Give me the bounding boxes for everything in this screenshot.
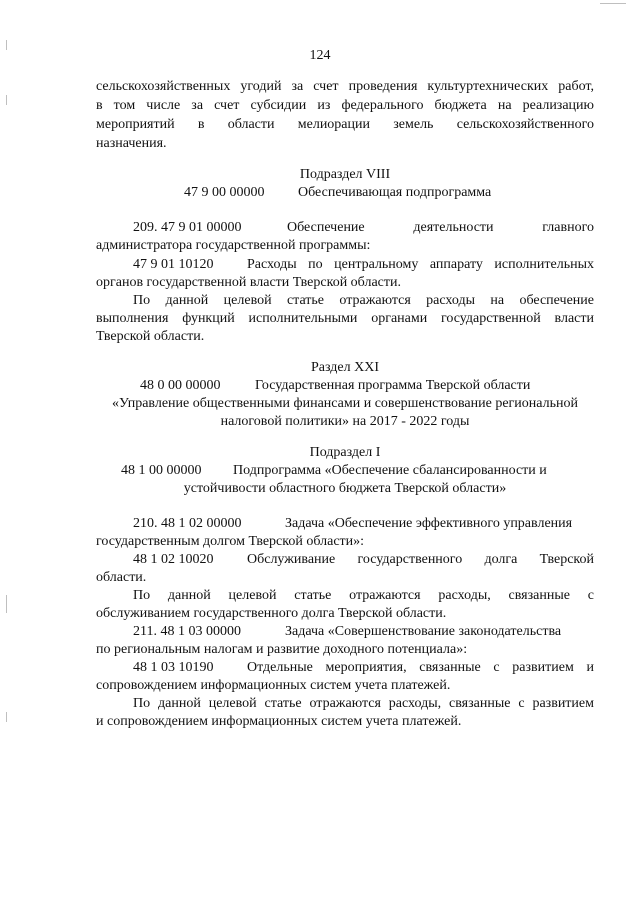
scan-edge-mark [6, 95, 7, 105]
paragraph-line: Тверской области. [96, 329, 205, 344]
scan-edge-mark [600, 3, 626, 4]
paragraph-line: назначения. [96, 136, 167, 151]
item-title: Обеспечение деятельности главного [287, 220, 594, 235]
paragraph-line: выполнения функций исполнительными органами государственной власти [96, 311, 594, 326]
item-title: Задача «Совершенствование законодательства [285, 624, 562, 639]
paragraph-line: По данной целевой статье отражаются расходы на обеспечение [133, 293, 594, 308]
item-number: 210. 48 1 02 00000 [133, 516, 242, 531]
paragraph-line: обслуживанием государственного долга Тверской области. [96, 606, 447, 621]
paragraph-line: в том числе за счет субсидии из федерального бюджета на реализацию [96, 98, 594, 113]
scan-edge-mark [6, 595, 7, 613]
subsection-code: 47 9 00 00000 [184, 185, 265, 200]
subsection-name: устойчивости областного бюджета Тверской области» [183, 481, 507, 496]
item-title: Задача «Обеспечение эффективного управления [285, 516, 573, 531]
subsection-name: Подпрограмма «Обеспечение сбалансированности и [233, 463, 547, 478]
article-code: 48 1 03 10190 [133, 660, 214, 675]
section-name: Государственная программа Тверской области [255, 378, 531, 393]
paragraph-line: и сопровождением информационных систем учета платежей. [96, 714, 462, 729]
section-code: 48 0 00 00000 [140, 378, 221, 393]
item-number: 211. 48 1 03 00000 [133, 624, 241, 639]
scan-edge-mark [6, 712, 7, 722]
paragraph-line: По данной целевой статье отражаются расходы, связанные с [133, 588, 594, 603]
section-title: Раздел XXI [311, 360, 379, 375]
subsection-code: 48 1 00 00000 [121, 463, 202, 478]
subsection-title: Подраздел I [309, 445, 381, 460]
paragraph-line: по региональным налогам и развитие доходного потенциала»: [96, 642, 468, 657]
article-title: Отдельные мероприятия, связанные с развитием и [247, 660, 594, 675]
article-title: Обслуживание государственного долга Тверской [247, 552, 594, 567]
page-number: 124 [309, 48, 331, 63]
paragraph-line: сельскохозяйственных угодий за счет проведения культуртехнических работ, [96, 79, 594, 94]
paragraph-line: государственным долгом Тверской области»: [96, 534, 365, 549]
article-title: Расходы по центральному аппарату исполнительных [247, 257, 594, 272]
article-code: 48 1 02 10020 [133, 552, 214, 567]
section-name: налоговой политики» на 2017 - 2022 годы [220, 414, 470, 429]
section-name: «Управление общественными финансами и совершенствование региональной [112, 396, 578, 411]
paragraph-line: администратора государственной программы: [96, 238, 371, 253]
paragraph-line: органов государственной власти Тверской области. [96, 275, 401, 290]
subsection-name: Обеспечивающая подпрограмма [298, 185, 492, 200]
subsection-title: Подраздел VIII [299, 167, 391, 182]
paragraph-line: мероприятий в области мелиорации земель сельскохозяйственного [96, 117, 594, 132]
paragraph-line: сопровождением информационных систем учета платежей. [96, 678, 451, 693]
paragraph-line: По данной целевой статье отражаются расходы, связанные с развитием [133, 696, 594, 711]
article-code: 47 9 01 10120 [133, 257, 214, 272]
item-number: 209. 47 9 01 00000 [133, 220, 242, 235]
paragraph-line: области. [96, 570, 147, 585]
